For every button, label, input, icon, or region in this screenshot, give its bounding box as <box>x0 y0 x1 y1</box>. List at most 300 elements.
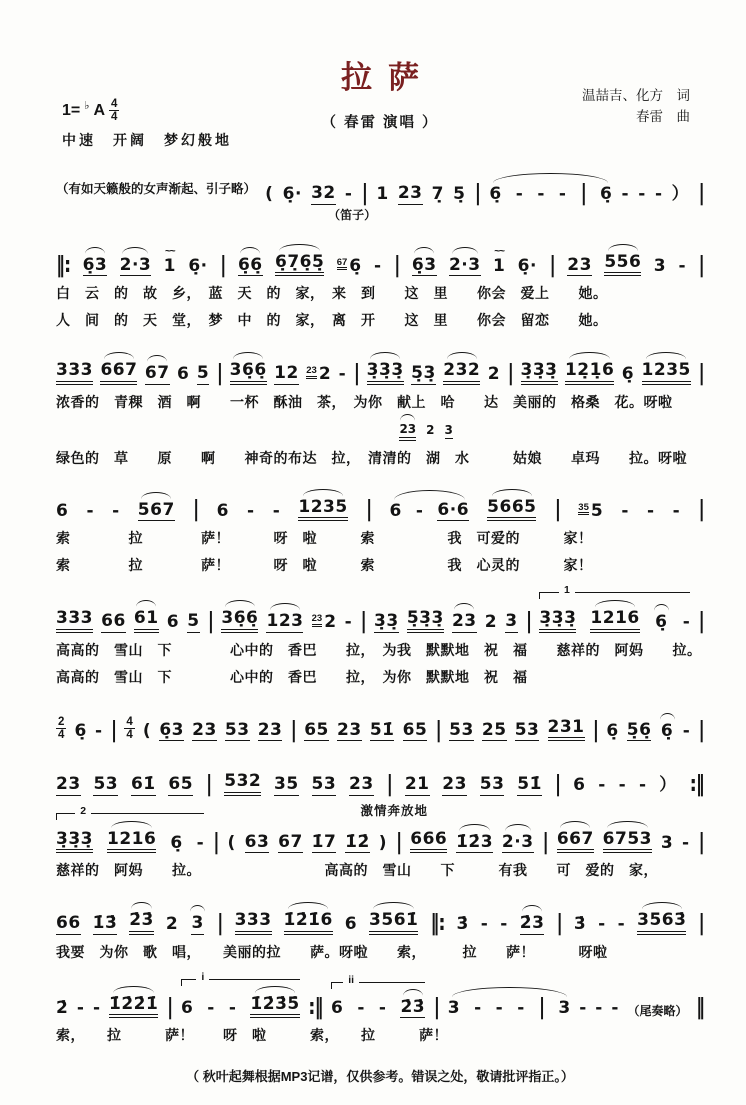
note-token: 6̣ <box>660 713 675 742</box>
slur-arc-icon <box>85 247 105 254</box>
slur-arc-icon <box>459 824 489 831</box>
score-header <box>56 52 704 170</box>
note-token: - <box>655 175 663 205</box>
meter-bottom: 4 <box>126 729 133 742</box>
mark-slot <box>181 989 193 999</box>
notation-line <box>56 901 704 935</box>
mark-slot <box>474 989 482 999</box>
lyric-line: 绿色的 草 原 啊 神奇的布达 拉， 清清的 湖 水 姑娘 卓玛 拉。呀啦 <box>56 449 687 466</box>
mark-slot <box>331 989 343 999</box>
singer-line: （ 春雷 演唱 ） <box>321 115 439 131</box>
note-token: - <box>683 712 691 742</box>
barline: ‖ <box>696 988 704 1019</box>
note-token: 123 <box>266 603 303 633</box>
slur-arc-icon <box>414 247 434 254</box>
slur-arc-icon <box>654 604 669 611</box>
interlude-notes <box>399 414 704 441</box>
intro-label: （有如天籁般的女声渐起、引子略） <box>56 182 257 197</box>
music-system <box>56 489 704 576</box>
lyric-line: 慈祥的 阿妈 拉。 高高的 雪山 下 有我 可 爱的 家， <box>56 862 658 879</box>
mark-slot <box>595 989 603 999</box>
slur-arc-icon <box>131 902 151 909</box>
barline: | <box>698 490 704 521</box>
note-token: - <box>474 989 482 1019</box>
note-token: 1235 <box>642 352 691 385</box>
note-token: - <box>517 989 525 1019</box>
note-token: - <box>618 905 626 935</box>
meter-top: 4 <box>126 716 133 729</box>
note-token: - <box>638 175 646 205</box>
lyric-line: 浓香的 青稞 酒 啊 一杯 酥油 茶， 为你 献上 哈 达 美丽的 格桑 花。呀啦 <box>56 393 673 410</box>
slur-arc-icon <box>190 905 205 912</box>
ending-bracket <box>56 817 204 854</box>
note-token: 23 <box>349 765 374 796</box>
barline: | <box>580 174 586 205</box>
note-token: 2 <box>485 603 497 633</box>
music-system <box>56 174 704 223</box>
note-token: 5̣ <box>453 175 465 205</box>
barline: | <box>435 711 441 742</box>
barline: | <box>206 765 212 796</box>
slur-arc-icon <box>660 713 675 720</box>
note-token: 567 <box>138 492 175 522</box>
note-token: 6̣· <box>283 175 302 205</box>
lyric-line: 索 拉 萨！ 呀 啦 索 我 可爱的 家！ <box>56 530 593 547</box>
slur-arc-icon <box>303 489 343 496</box>
note-token: - <box>622 175 630 205</box>
note-token: 53 <box>93 765 118 796</box>
note-token: ( <box>143 712 151 742</box>
note-token: 1216 <box>107 821 156 854</box>
slur-arc-icon <box>136 600 156 607</box>
barline: | <box>111 711 117 742</box>
slur-arc-icon <box>400 414 415 421</box>
music-system <box>56 901 704 962</box>
note-token: 6 <box>345 905 357 935</box>
grace-notes: 23 <box>312 614 323 627</box>
note-token: - <box>229 989 237 1019</box>
note-token: 6 <box>177 355 189 385</box>
mark-slot <box>579 989 587 999</box>
note-token: 67 <box>278 823 303 854</box>
music-system <box>56 596 704 687</box>
note-token: 1̇2̇2̇1̇ <box>109 986 158 1019</box>
note-token: 333 <box>56 599 93 633</box>
note-token: 3̣3̣3̣ <box>521 351 558 385</box>
note-token: - <box>345 175 353 205</box>
note-token: 6̣3 <box>412 247 437 277</box>
note-token: - <box>112 492 120 522</box>
note-token: 6 <box>573 766 585 796</box>
music-system <box>56 244 704 331</box>
slur-group <box>390 491 470 522</box>
slur-arc-icon <box>452 247 478 254</box>
note-token: 5 <box>187 602 199 633</box>
note-token: 6 <box>181 989 193 1019</box>
note-token: 51̇ <box>370 711 395 742</box>
note-token: 23 2 <box>312 603 337 633</box>
note-token: 1235 <box>298 489 347 522</box>
mark-slot <box>379 989 387 999</box>
note-token: 3̣3̣3̣ <box>367 352 404 385</box>
note-token: - <box>516 175 524 205</box>
note-token: - <box>537 175 545 205</box>
lyric-line: 白 云 的 故 乡， 蓝 天 的 家， 来 到 这 里 你会 爱上 她。 <box>56 285 608 302</box>
music-system <box>56 983 704 1046</box>
note-token: - <box>621 492 629 522</box>
barline: | <box>220 246 226 277</box>
mark-slot <box>357 989 365 999</box>
note-token: - <box>598 905 606 935</box>
lyricist-credit: 温喆吉、化方 词 <box>582 88 690 103</box>
note-token: - <box>683 603 691 633</box>
barline: | <box>354 354 360 385</box>
barline: | <box>475 174 481 205</box>
note-token: 6̣ <box>600 175 612 205</box>
expression-marking: 激情奔放地 <box>360 803 429 818</box>
note-token: 3 <box>654 247 666 277</box>
barline: | <box>539 988 545 1019</box>
ending-bracket <box>539 596 690 633</box>
barline: | <box>593 711 599 742</box>
credits-block <box>582 86 690 128</box>
lyric-line: 高高的 雪山 下 心中的 香巴 拉， 为你 默默地 祝 福 <box>56 668 528 685</box>
note-token: ） <box>672 175 690 205</box>
note-token: 65 <box>304 711 329 742</box>
note-token: - <box>357 989 365 1019</box>
note-token: 1̇2̇3̇5̇ <box>250 986 299 1019</box>
grace-notes: 23 <box>306 366 317 379</box>
slur-arc-icon <box>141 492 171 499</box>
note-token: 5̣6̣ <box>627 711 652 742</box>
notation-line <box>56 244 704 277</box>
barline: | <box>213 823 219 854</box>
note-token: 67 <box>145 355 170 385</box>
note-token: 23 <box>56 765 81 796</box>
note-token: - <box>93 989 101 1019</box>
mark-slot <box>611 989 619 999</box>
slur-arc-icon <box>270 603 300 610</box>
slur-group <box>489 174 612 205</box>
meter-bottom: 4 <box>111 111 118 124</box>
slur-arc-icon <box>255 986 295 993</box>
note-token: 3̣3̣3̣ <box>539 599 576 633</box>
note-token: 1 <box>376 175 388 205</box>
note-token: 3 <box>661 824 673 854</box>
note-token: 66 <box>56 904 81 935</box>
slur-arc-icon <box>492 489 532 496</box>
note-token: - <box>678 247 686 277</box>
note-token: 3̇ <box>456 905 468 935</box>
notation-line <box>56 596 704 633</box>
barline: | <box>698 246 704 277</box>
footer-note: （ 秋叶起舞根据MP3记谱，仅供参考。错误之处，敬请批评指正。） <box>186 1069 574 1085</box>
note-token: 23 <box>258 711 283 742</box>
note-token: 3 <box>190 905 205 935</box>
barline: | <box>167 988 173 1019</box>
note-token: 2 <box>426 414 434 441</box>
barline: | <box>542 823 548 854</box>
note-token: 1̇7 <box>312 823 337 854</box>
mark-slot <box>558 989 570 999</box>
mark-slot <box>437 491 469 501</box>
note-token: - <box>639 766 647 796</box>
note-token: - <box>339 355 347 385</box>
slur-arc-icon <box>111 821 151 828</box>
note-token: ) <box>379 824 387 854</box>
slur-arc-icon <box>147 355 167 362</box>
mordent-icon: ~~ <box>164 245 175 257</box>
note-token: 3̇ <box>574 905 586 935</box>
note-token: 2 <box>166 905 178 935</box>
meter-bottom: 4 <box>58 729 65 742</box>
note-token: 6̣ <box>170 824 182 854</box>
note-token: 2 <box>488 355 500 385</box>
note-token: - <box>86 492 94 522</box>
note-token: 6̣· <box>188 247 207 277</box>
slur-arc-icon <box>522 905 542 912</box>
meter-top: 2 <box>58 716 65 729</box>
note-token: - <box>207 989 215 1019</box>
note-token: 23 <box>398 174 423 205</box>
key-note: A <box>93 101 106 119</box>
note-token: - <box>374 247 382 277</box>
barline: | <box>555 765 561 796</box>
song-title: 拉萨 <box>341 60 435 95</box>
note-token: 3561̇ <box>369 902 418 935</box>
note-token: 35 5 <box>578 492 603 522</box>
slur-arc-icon <box>646 352 686 359</box>
slur-arc-icon <box>608 244 638 251</box>
note-token: 66 <box>101 602 126 633</box>
slur-arc-icon <box>225 600 255 607</box>
note-token: 6753 <box>603 821 652 854</box>
slur-arc-icon <box>505 824 531 831</box>
note-token: 23 2 <box>306 355 331 385</box>
note-token: 53 <box>480 765 505 796</box>
key-signature <box>62 98 119 123</box>
mark-slot <box>93 989 101 999</box>
note-token: - <box>197 824 205 854</box>
barline: | <box>193 490 199 521</box>
time-signature <box>109 98 119 123</box>
mark-slot <box>448 989 460 999</box>
note-token: ( <box>265 175 273 205</box>
note-token: 6̣3 <box>83 247 108 277</box>
note-token: 232 <box>443 352 480 385</box>
note-token: 65 <box>403 711 428 742</box>
composer-credit: 春雷 曲 <box>636 108 690 124</box>
note-token: 3̣3̣ <box>374 602 399 633</box>
note-token: 1216 <box>590 600 639 633</box>
note-token: ） <box>659 766 677 796</box>
note-token: 667 <box>557 821 594 854</box>
note-token: 6̣ <box>606 712 618 742</box>
barline: | <box>556 904 562 935</box>
slur-arc-icon <box>122 247 148 254</box>
note-token: 5665 <box>487 489 536 522</box>
slur-group <box>448 988 571 1019</box>
mark-slot <box>517 989 525 999</box>
score-body <box>56 174 704 1045</box>
slur-arc-icon <box>447 352 477 359</box>
time-signature <box>124 716 134 741</box>
barline: | <box>208 602 214 633</box>
notation-line <box>56 817 704 854</box>
lyric-line: 索 拉 萨！ 呀 啦 索 我 心灵的 家！ <box>56 557 593 574</box>
notation-line <box>56 489 704 522</box>
tempo-marking: 中速 开阔 梦幻般地 <box>62 132 232 148</box>
slur-arc-icon <box>104 352 134 359</box>
note-token: 6 <box>390 492 402 522</box>
barline: | <box>386 765 392 796</box>
note-token: 63 <box>245 823 270 854</box>
barline: | <box>362 174 368 205</box>
note-token: ( <box>228 824 236 854</box>
note-token: - <box>619 766 627 796</box>
barline: | <box>555 490 561 521</box>
mark-slot <box>627 995 687 1005</box>
note-token: 6̣ <box>489 175 501 205</box>
note-token: 6 <box>331 989 343 1019</box>
note-token: - <box>673 492 681 522</box>
note-token: 231 <box>548 708 585 742</box>
barline: ‖: <box>56 246 70 277</box>
note-token: 67 6̣ <box>337 247 362 277</box>
barline: | <box>291 711 297 742</box>
note-token: 23 <box>192 711 217 742</box>
barline: | <box>396 823 402 854</box>
notation-line <box>56 983 704 1019</box>
barline: | <box>698 354 704 385</box>
note-token: ~~ 1 <box>163 245 176 276</box>
mark-slot <box>56 989 68 999</box>
note-token: 6 <box>56 492 68 522</box>
note-token: - <box>595 989 603 1019</box>
barline: | <box>698 602 704 633</box>
note-token: 65 <box>168 765 193 796</box>
lyric-line: 索， 拉 萨！ 呀 啦 索， 拉 萨！ <box>56 1027 448 1044</box>
slur-arc-icon <box>370 352 400 359</box>
music-system <box>56 762 704 796</box>
lyric-line: 人 间 的 天 堂， 梦 中 的 家， 离 开 这 里 你会 留恋 她。 <box>56 312 608 329</box>
note-token: 23 <box>337 711 362 742</box>
note-token: 53 <box>225 711 250 742</box>
barline: | <box>698 711 704 742</box>
note-token: - <box>611 989 619 1019</box>
slur-arc-icon <box>454 603 474 610</box>
note-token: 1̇2̇ <box>345 823 370 854</box>
note-token: 53 <box>515 711 540 742</box>
slur-arc-icon <box>595 600 635 607</box>
slur-arc-icon <box>373 902 413 909</box>
note-token: 2·3 <box>120 247 152 277</box>
note-token: - <box>95 712 103 742</box>
note-token: ~~ 1 <box>492 245 506 276</box>
ending-bracket <box>331 986 425 1019</box>
note-token: 36̣6̣ <box>221 600 258 633</box>
note-token: 23 <box>452 603 477 633</box>
note-token: （尾奏略） <box>627 995 687 1019</box>
flat-icon: ♭ <box>84 100 90 113</box>
barline: | <box>434 988 440 1019</box>
music-system <box>56 803 704 881</box>
ending-bracket <box>181 983 300 1019</box>
barline: | <box>526 602 532 633</box>
note-token: 532 <box>224 762 261 796</box>
note-token: 2̇ <box>56 989 68 1019</box>
barline: | <box>394 246 400 277</box>
time-signature <box>56 716 66 741</box>
note-token: 333 <box>235 901 272 935</box>
lyric-line: 我要 为你 歌 唱， 美丽的拉 萨。呀啦 索， 拉 萨！ 呀啦 <box>56 943 608 960</box>
mark-slot <box>77 989 85 999</box>
slur-arc-icon <box>642 902 682 909</box>
note-token: 23 <box>442 765 467 796</box>
notation-line <box>56 174 704 205</box>
slur-arc-icon <box>560 821 590 828</box>
note-token: 6̣7̣6̣5̣ <box>275 244 324 277</box>
slur-arc-icon <box>113 986 153 993</box>
note-token: - <box>647 492 655 522</box>
barline: | <box>698 904 704 935</box>
note-token: 3 <box>445 414 453 441</box>
note-token: 556 <box>604 244 641 277</box>
note-token: - <box>273 492 281 522</box>
note-token: 6̣ <box>75 712 87 742</box>
note-token: 2̇3̇ <box>400 989 425 1019</box>
grace-notes: 67 <box>337 258 348 271</box>
note-token: 2̇3 <box>520 905 545 935</box>
note-token: 6·6 <box>437 491 469 522</box>
note-token: 1̇2̇1̇6 <box>284 902 333 935</box>
slur-arc-icon <box>607 821 647 828</box>
note-token: 333 <box>56 351 93 385</box>
note-token: 6̣6̣ <box>238 247 263 277</box>
note-token: 5 <box>197 354 209 385</box>
barline: | <box>549 246 555 277</box>
instrument-label: （笛子） <box>328 207 377 222</box>
mark-slot <box>229 989 237 999</box>
music-system <box>56 351 704 467</box>
note-token: - <box>559 175 567 205</box>
note-token: 2·3 <box>449 247 481 277</box>
note-token: - <box>247 492 255 522</box>
note-token: 21 <box>405 765 430 796</box>
note-token: 3 <box>448 989 460 1019</box>
lyric-line: 高高的 雪山 下 心中的 香巴 拉， 为我 默默地 祝 福 慈祥的 阿妈 拉。 <box>56 641 702 658</box>
barline: ‖: <box>430 904 444 935</box>
note-token: - <box>345 603 353 633</box>
note-token: 61̇ <box>131 765 156 796</box>
note-token: 53 <box>312 765 337 796</box>
barline: | <box>366 490 372 521</box>
notation-line <box>56 762 704 796</box>
barline: | <box>698 823 704 854</box>
barline: :‖ <box>308 988 322 1019</box>
note-token: 12̣1̣6 <box>565 352 614 385</box>
slur-arc-icon <box>233 352 263 359</box>
note-token: 6̣· <box>518 247 537 277</box>
notation-line <box>56 351 704 385</box>
note-token: 35 <box>274 765 299 796</box>
note-token: 667 <box>100 352 137 385</box>
note-token: 23 <box>399 414 416 441</box>
note-token: 3̣3̣3̣ <box>56 820 93 854</box>
slur-arc-icon <box>569 352 609 359</box>
note-token: 666 <box>410 820 447 854</box>
note-token: 6̣ <box>622 355 634 385</box>
